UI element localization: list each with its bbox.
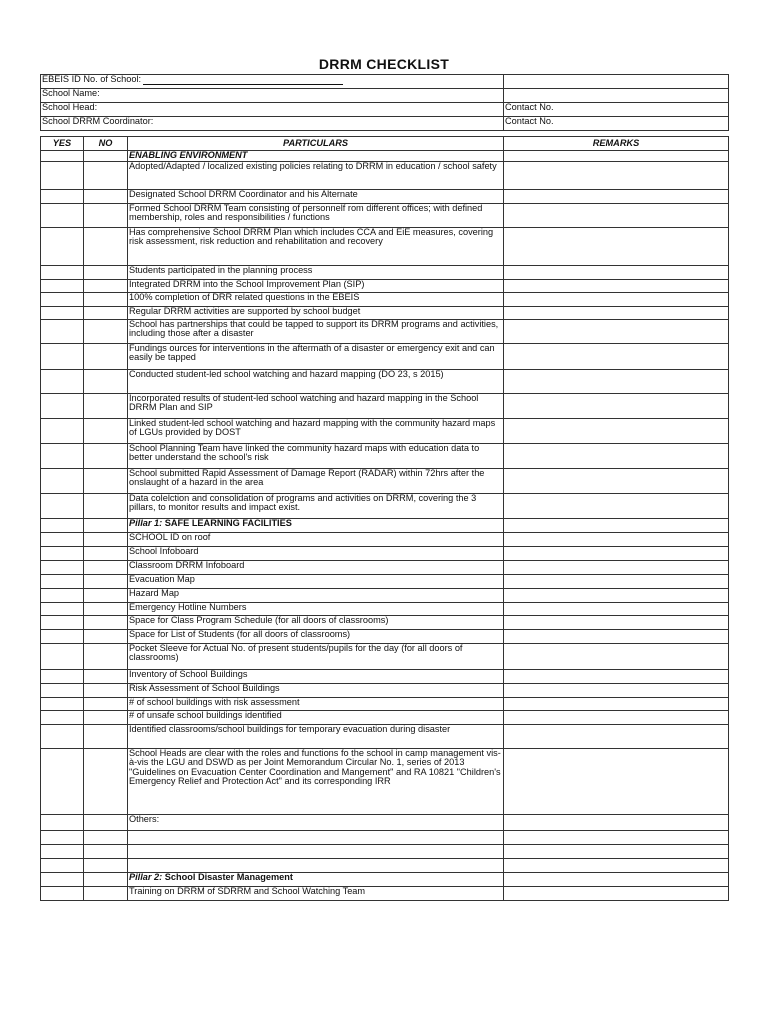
remarks-cell[interactable]	[504, 227, 729, 265]
no-cell[interactable]	[84, 669, 128, 683]
school-head-field[interactable]	[41, 103, 504, 117]
remarks-cell[interactable]	[504, 669, 729, 683]
no-cell[interactable]	[84, 546, 128, 560]
particulars-cell	[128, 319, 504, 343]
no-cell[interactable]	[84, 643, 128, 669]
checklist-row	[41, 546, 729, 560]
no-cell[interactable]	[84, 279, 128, 292]
no-cell[interactable]	[84, 292, 128, 306]
particulars-cell	[128, 872, 504, 886]
particular-text: Pocket Sleeve for Actual No. of present students/pupils for the day (for all doors of classrooms)	[129, 643, 463, 663]
checklist-row	[41, 814, 729, 830]
particulars-cell	[128, 844, 504, 858]
yes-cell[interactable]	[41, 560, 84, 574]
yes-cell[interactable]	[41, 886, 84, 900]
particular-text: Risk Assessment of School Buildings	[129, 683, 280, 693]
remarks-cell[interactable]	[504, 161, 729, 189]
particular-text: Designated School DRRM Coordinator and his Alternate	[129, 189, 358, 199]
checklist-row	[41, 669, 729, 683]
checklist-row	[41, 393, 729, 418]
remarks-cell[interactable]	[504, 493, 729, 518]
no-cell[interactable]	[84, 560, 128, 574]
particulars-cell	[128, 669, 504, 683]
no-cell[interactable]	[84, 814, 128, 830]
particulars-cell	[128, 265, 504, 279]
particulars-cell	[128, 615, 504, 629]
no-cell[interactable]	[84, 518, 128, 532]
particulars-cell	[128, 443, 504, 468]
particulars-cell	[128, 151, 504, 162]
section-row	[41, 872, 729, 886]
header-row	[41, 137, 729, 151]
section-heading: ENABLING ENVIRONMENT	[129, 150, 248, 160]
yes-cell[interactable]	[41, 710, 84, 724]
school-info-table	[40, 74, 729, 131]
no-cell[interactable]	[84, 748, 128, 814]
particular-text: School Heads are clear with the roles and functions fo the school in camp management vis-à-vis the LGU and DSWD as per Joint Memorandum Circular No. 1, series of 2013 "Guidelines on Evacuation Center Coordination and Mangement" and RA 10821 "Children's Emergency Relief and Protection Act" and its corresponding IRR	[129, 748, 501, 787]
particulars-cell	[128, 697, 504, 710]
yes-cell[interactable]	[41, 493, 84, 518]
remarks-cell[interactable]	[504, 872, 729, 886]
contact-no-label: Contact No.	[505, 102, 554, 112]
yes-cell[interactable]	[41, 279, 84, 292]
checklist-row	[41, 189, 729, 203]
contact-no-field-head[interactable]	[504, 103, 729, 117]
particulars-cell	[128, 574, 504, 588]
checklist-row	[41, 279, 729, 292]
no-cell[interactable]	[84, 710, 128, 724]
remarks-cell[interactable]	[504, 468, 729, 493]
particulars-cell	[128, 546, 504, 560]
ebeis-id-blank[interactable]	[143, 76, 343, 85]
particular-text: Hazard Map	[129, 588, 180, 598]
particular-text: Training on DRRM of SDRRM and School Watching Team	[129, 886, 366, 896]
remarks-cell[interactable]	[504, 588, 729, 602]
particular-text: Integrated DRRM into the School Improvement Plan (SIP)	[129, 279, 365, 289]
yes-cell[interactable]	[41, 697, 84, 710]
yes-cell[interactable]	[41, 748, 84, 814]
remarks-cell[interactable]	[504, 697, 729, 710]
no-cell[interactable]	[84, 227, 128, 265]
particular-text: Emergency Hotline Numbers	[129, 602, 247, 612]
checklist-row	[41, 265, 729, 279]
remarks-header: REMARKS	[504, 137, 729, 151]
school-name-label: School Name:	[42, 88, 100, 98]
no-cell[interactable]	[84, 468, 128, 493]
no-cell[interactable]	[84, 369, 128, 393]
yes-cell[interactable]	[41, 518, 84, 532]
no-cell[interactable]	[84, 306, 128, 319]
section-row	[41, 151, 729, 162]
pillar-prefix: Pillar 2:	[129, 872, 163, 882]
checklist-row	[41, 643, 729, 669]
checklist-row	[41, 369, 729, 393]
remarks-cell[interactable]	[504, 602, 729, 615]
remarks-cell[interactable]	[504, 189, 729, 203]
remarks-cell[interactable]	[504, 574, 729, 588]
no-cell[interactable]	[84, 493, 128, 518]
checklist-row	[41, 292, 729, 306]
remarks-cell[interactable]	[504, 532, 729, 546]
particular-text: School Infoboard	[129, 546, 199, 556]
ebeis-id-field[interactable]	[41, 75, 504, 89]
remarks-cell[interactable]	[504, 710, 729, 724]
no-header: NO	[84, 137, 128, 151]
particular-text: SCHOOL ID on roof	[129, 532, 211, 542]
checklist-row	[41, 602, 729, 615]
remarks-cell[interactable]	[504, 546, 729, 560]
blank-row	[41, 858, 729, 872]
remarks-cell[interactable]	[504, 319, 729, 343]
no-cell[interactable]	[84, 161, 128, 189]
pillar-name: School Disaster Management	[164, 872, 293, 882]
no-cell[interactable]	[84, 151, 128, 162]
no-cell[interactable]	[84, 629, 128, 643]
yes-cell[interactable]	[41, 189, 84, 203]
yes-cell[interactable]	[41, 602, 84, 615]
yes-cell[interactable]	[41, 872, 84, 886]
school-head-label: School Head:	[42, 102, 98, 112]
no-cell[interactable]	[84, 574, 128, 588]
section-row	[41, 518, 729, 532]
particular-text: School Planning Team have linked the community hazard maps with education data to better understand the school's risk	[129, 443, 480, 463]
particular-text: Has comprehensive School DRRM Plan which includes CCA and EiE measures, covering risk assessment, risk reduction and rehabilitation and recovery	[129, 227, 494, 247]
yes-cell[interactable]	[41, 858, 84, 872]
particulars-cell	[128, 343, 504, 369]
particular-text: Regular DRRM activities are supported by school budget	[129, 306, 361, 316]
particular-text: Formed School DRRM Team consisting of personnelf rom different offices; with defined membership, roles and responsibilities / functions	[129, 203, 483, 223]
remarks-cell[interactable]	[504, 369, 729, 393]
particulars-cell	[128, 710, 504, 724]
checklist-row	[41, 532, 729, 546]
checklist-row	[41, 418, 729, 443]
particulars-cell	[128, 532, 504, 546]
checklist-row	[41, 615, 729, 629]
remarks-cell[interactable]	[504, 886, 729, 900]
remarks-cell[interactable]	[504, 814, 729, 830]
particulars-cell	[128, 683, 504, 697]
remarks-cell[interactable]	[504, 306, 729, 319]
particulars-cell	[128, 369, 504, 393]
coordinator-field[interactable]	[41, 117, 504, 131]
particular-text: Conducted student-led school watching and hazard mapping (DO 23, s 2015)	[129, 369, 444, 379]
remarks-cell[interactable]	[504, 629, 729, 643]
particular-text: Adopted/Adapted / localized existing policies relating to DRRM in education / school safety	[129, 161, 497, 171]
particulars-cell	[128, 279, 504, 292]
particulars-cell	[128, 830, 504, 844]
checklist-row	[41, 306, 729, 319]
remarks-cell[interactable]	[504, 844, 729, 858]
info-empty-cell[interactable]	[504, 75, 729, 89]
particular-text: School submitted Rapid Assessment of Damage Report (RADAR) within 72hrs after the onslaught of a hazard in the area	[129, 468, 485, 488]
yes-cell[interactable]	[41, 227, 84, 265]
yes-cell[interactable]	[41, 443, 84, 468]
yes-cell[interactable]	[41, 844, 84, 858]
pillar-prefix: Pillar 1:	[129, 518, 163, 528]
contact-no-field-coordinator[interactable]	[504, 117, 729, 131]
yes-cell[interactable]	[41, 369, 84, 393]
remarks-cell[interactable]	[504, 343, 729, 369]
yes-cell[interactable]	[41, 265, 84, 279]
no-cell[interactable]	[84, 443, 128, 468]
no-cell[interactable]	[84, 724, 128, 748]
yes-cell[interactable]	[41, 546, 84, 560]
checklist-row	[41, 319, 729, 343]
particular-text: Data colelction and consolidation of programs and activities on DRRM, covering the 3 pillars, to monitor results and impact exist.	[129, 493, 477, 513]
particulars-cell	[128, 814, 504, 830]
particulars-cell	[128, 588, 504, 602]
checklist-row	[41, 748, 729, 814]
yes-cell[interactable]	[41, 724, 84, 748]
yes-cell[interactable]	[41, 532, 84, 546]
remarks-cell[interactable]	[504, 830, 729, 844]
yes-cell[interactable]	[41, 669, 84, 683]
particulars-cell	[128, 602, 504, 615]
checklist-row	[41, 343, 729, 369]
remarks-cell[interactable]	[504, 560, 729, 574]
yes-cell[interactable]	[41, 814, 84, 830]
particulars-header: PARTICULARS	[128, 137, 504, 151]
blank-row	[41, 844, 729, 858]
remarks-cell[interactable]	[504, 518, 729, 532]
no-cell[interactable]	[84, 393, 128, 418]
particulars-cell	[128, 292, 504, 306]
particular-text: # of unsafe school buildings identified	[129, 710, 282, 720]
contact-no-label: Contact No.	[505, 116, 554, 126]
pillar-name: SAFE LEARNING FACILITIES	[164, 518, 292, 528]
no-cell[interactable]	[84, 265, 128, 279]
checklist-row	[41, 560, 729, 574]
checklist-row	[41, 443, 729, 468]
remarks-cell[interactable]	[504, 443, 729, 468]
page-title: DRRM CHECKLIST	[318, 56, 450, 72]
remarks-cell[interactable]	[504, 615, 729, 629]
particular-text: Incorporated results of student-led school watching and hazard mapping in the School DRRM Plan and SIP	[129, 393, 479, 413]
yes-cell[interactable]	[41, 161, 84, 189]
checklist-row	[41, 574, 729, 588]
checklist-row	[41, 588, 729, 602]
particulars-cell	[128, 227, 504, 265]
no-cell[interactable]	[84, 588, 128, 602]
yes-cell[interactable]	[41, 468, 84, 493]
no-cell[interactable]	[84, 532, 128, 546]
school-name-field[interactable]	[41, 89, 504, 103]
no-cell[interactable]	[84, 203, 128, 227]
particulars-cell	[128, 189, 504, 203]
particular-text: 100% completion of DRR related questions in the EBEIS	[129, 292, 360, 302]
no-cell[interactable]	[84, 830, 128, 844]
particular-text: Fundings ources for interventions in the aftermath of a disaster or emergency exit and can easily be tapped	[129, 343, 495, 363]
yes-cell[interactable]	[41, 683, 84, 697]
no-cell[interactable]	[84, 189, 128, 203]
no-cell[interactable]	[84, 844, 128, 858]
remarks-cell[interactable]	[504, 418, 729, 443]
yes-cell[interactable]	[41, 418, 84, 443]
particulars-cell	[128, 493, 504, 518]
yes-cell[interactable]	[41, 319, 84, 343]
particulars-cell	[128, 203, 504, 227]
particulars-cell	[128, 468, 504, 493]
remarks-cell[interactable]	[504, 643, 729, 669]
yes-cell[interactable]	[41, 629, 84, 643]
particulars-cell	[128, 560, 504, 574]
remarks-cell[interactable]	[504, 265, 729, 279]
checklist-row	[41, 203, 729, 227]
yes-cell[interactable]	[41, 830, 84, 844]
remarks-cell[interactable]	[504, 724, 729, 748]
particular-text: # of school buildings with risk assessment	[129, 697, 300, 707]
remarks-cell[interactable]	[504, 683, 729, 697]
remarks-cell[interactable]	[504, 748, 729, 814]
particulars-cell	[128, 886, 504, 900]
remarks-cell[interactable]	[504, 858, 729, 872]
remarks-cell[interactable]	[504, 151, 729, 162]
particulars-cell	[128, 418, 504, 443]
particulars-cell	[128, 306, 504, 319]
particular-text: Identified classrooms/school buildings for temporary evacuation during disaster	[129, 724, 451, 734]
checklist-row	[41, 710, 729, 724]
particulars-cell	[128, 724, 504, 748]
yes-cell[interactable]	[41, 306, 84, 319]
particular-text: Inventory of School Buildings	[129, 669, 248, 679]
checklist-row	[41, 629, 729, 643]
no-cell[interactable]	[84, 343, 128, 369]
particulars-cell	[128, 629, 504, 643]
yes-cell[interactable]	[41, 643, 84, 669]
particular-text: Others:	[129, 814, 160, 824]
info-empty-cell[interactable]	[504, 89, 729, 103]
remarks-cell[interactable]	[504, 279, 729, 292]
particulars-cell	[128, 858, 504, 872]
particular-text: School has partnerships that could be tapped to support its DRRM programs and activities, including those after a disaster	[129, 319, 499, 339]
no-cell[interactable]	[84, 615, 128, 629]
yes-header: YES	[41, 137, 84, 151]
yes-cell[interactable]	[41, 203, 84, 227]
checklist-row	[41, 724, 729, 748]
blank-row	[41, 830, 729, 844]
remarks-cell[interactable]	[504, 292, 729, 306]
no-cell[interactable]	[84, 858, 128, 872]
checklist-row	[41, 493, 729, 518]
particular-text: Space for List of Students (for all doors of classrooms)	[129, 629, 351, 639]
no-cell[interactable]	[84, 418, 128, 443]
particulars-cell	[128, 643, 504, 669]
particulars-cell	[128, 518, 504, 532]
remarks-cell[interactable]	[504, 393, 729, 418]
checklist-table	[40, 136, 729, 901]
yes-cell[interactable]	[41, 151, 84, 162]
particulars-cell	[128, 161, 504, 189]
particulars-cell	[128, 393, 504, 418]
checklist-row	[41, 161, 729, 189]
checklist-row	[41, 683, 729, 697]
particulars-cell	[128, 748, 504, 814]
no-cell[interactable]	[84, 697, 128, 710]
yes-cell[interactable]	[41, 292, 84, 306]
yes-cell[interactable]	[41, 393, 84, 418]
no-cell[interactable]	[84, 886, 128, 900]
remarks-cell[interactable]	[504, 203, 729, 227]
checklist-row	[41, 697, 729, 710]
ebeis-id-label: EBEIS ID No. of School:	[42, 74, 142, 84]
particular-text: Space for Class Program Schedule (for all doors of classrooms)	[129, 615, 389, 625]
no-cell[interactable]	[84, 319, 128, 343]
checklist-row	[41, 468, 729, 493]
particular-text: Classroom DRRM Infoboard	[129, 560, 245, 570]
particular-text: Students participated in the planning process	[129, 265, 313, 275]
particular-text: Evacuation Map	[129, 574, 195, 584]
particular-text: Linked student-led school watching and hazard mapping with the community hazard maps of LGUs provided by DOST	[129, 418, 496, 438]
yes-cell[interactable]	[41, 588, 84, 602]
yes-cell[interactable]	[41, 343, 84, 369]
yes-cell[interactable]	[41, 574, 84, 588]
yes-cell[interactable]	[41, 615, 84, 629]
no-cell[interactable]	[84, 602, 128, 615]
checklist-row	[41, 227, 729, 265]
coordinator-label: School DRRM Coordinator:	[42, 116, 154, 126]
no-cell[interactable]	[84, 872, 128, 886]
no-cell[interactable]	[84, 683, 128, 697]
checklist-row	[41, 886, 729, 900]
